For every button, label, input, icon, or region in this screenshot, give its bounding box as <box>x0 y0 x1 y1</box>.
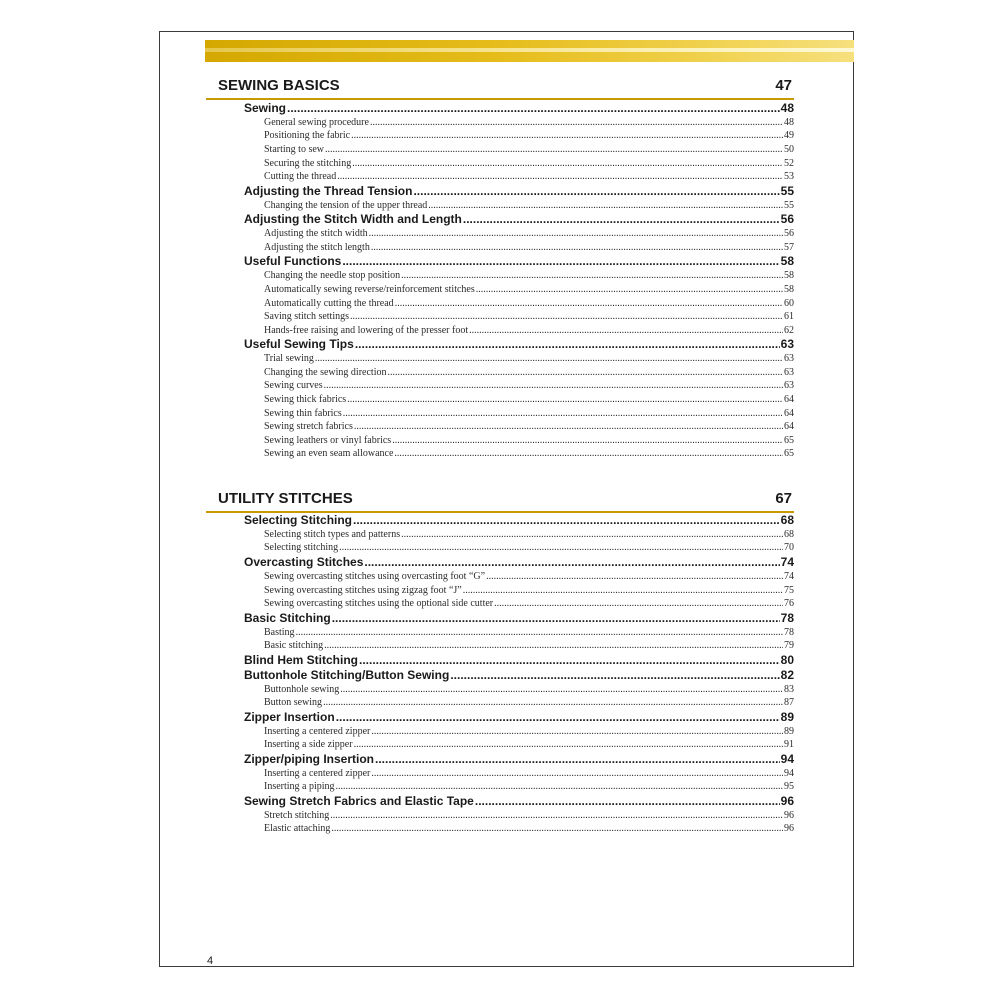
toc-entry-title: Blind Hem Stitching <box>244 652 358 667</box>
toc-subentry[interactable] <box>218 379 794 393</box>
toc-subentry[interactable] <box>218 683 794 697</box>
dot-leader <box>315 352 783 366</box>
toc-heading-entry[interactable] <box>218 555 794 570</box>
toc-entry-page-number: 96 <box>784 823 794 835</box>
toc-entry-title: General sewing procedure <box>264 116 369 128</box>
dot-leader <box>347 393 783 407</box>
toc-entry-title: Sewing overcasting stitches using overcasting foot “G” <box>264 570 486 582</box>
toc-entry-page-number: 68 <box>780 513 794 527</box>
dot-leader <box>342 254 779 269</box>
dot-leader <box>371 241 783 255</box>
toc-entry-title: Basic Stitching <box>244 610 331 625</box>
toc-entry-title: Securing the stitching <box>264 157 352 169</box>
toc-entry-page-number: 50 <box>784 144 794 156</box>
toc-entry-title: Overcasting Stitches <box>244 555 364 570</box>
dot-leader <box>450 668 779 683</box>
toc-entry-page-number: 63 <box>780 337 794 352</box>
toc-entry-title: Selecting Stitching <box>244 513 353 527</box>
toc-heading-entry[interactable] <box>218 668 794 683</box>
dot-leader <box>413 184 779 199</box>
toc-entry-page-number: 64 <box>784 407 794 419</box>
toc-heading-entry[interactable] <box>218 794 794 809</box>
toc-entry-page-number: 64 <box>784 421 794 433</box>
toc-entry-title: Sewing an even seam allowance <box>264 448 394 460</box>
dot-leader <box>371 725 783 739</box>
toc-entry-title: Adjusting the stitch width <box>264 228 368 240</box>
toc-entry-page-number: 63 <box>784 366 794 378</box>
dot-leader <box>331 822 783 836</box>
toc-subentry[interactable] <box>218 584 794 598</box>
toc-heading-entry[interactable] <box>218 752 794 767</box>
toc-entry-title: Cutting the thread <box>264 171 337 183</box>
toc-entry-title: Sewing stretch fabrics <box>264 421 353 433</box>
toc-entry-title: Starting to sew <box>264 144 324 156</box>
toc-subentry[interactable] <box>218 528 794 542</box>
toc-entry-title: Changing the needle stop position <box>264 270 401 282</box>
toc-heading-entry[interactable] <box>218 611 794 626</box>
toc-entry-page-number: 58 <box>784 283 794 295</box>
toc-entry-page-number: 75 <box>784 584 794 596</box>
dot-leader <box>463 212 780 227</box>
toc-entry-page-number: 65 <box>784 448 794 460</box>
toc-entry-title: Sewing overcasting stitches using zigzag foot “J” <box>264 584 462 596</box>
toc-subentry[interactable] <box>218 696 794 710</box>
toc-entry-title: Buttonhole Stitching/Button Sewing <box>244 667 450 682</box>
toc-entry-page-number: 94 <box>780 751 794 766</box>
toc-entry-page-number: 61 <box>784 311 794 323</box>
toc-entry-title: Adjusting the Stitch Width and Length <box>244 212 462 227</box>
toc-entry-page-number: 87 <box>784 697 794 709</box>
toc-entry-page-number: 58 <box>780 254 794 269</box>
toc-subentry[interactable] <box>218 420 794 434</box>
section-page-number: 67 <box>775 490 792 507</box>
toc-entry-page-number: 52 <box>784 157 794 169</box>
dot-leader <box>324 379 783 393</box>
toc-entry-title: Positioning the fabric <box>264 130 351 142</box>
dot-leader <box>375 752 780 767</box>
dot-leader <box>463 584 783 598</box>
toc-entry-title: Saving stitch settings <box>264 311 349 323</box>
toc-entry-title: Automatically cutting the thread <box>264 297 394 309</box>
toc-entry-page-number: 89 <box>784 725 794 737</box>
toc-entry-title: Zipper Insertion <box>244 709 335 724</box>
toc-entry-page-number: 82 <box>780 667 794 682</box>
toc-entry-title: Stretch stitching <box>264 809 330 821</box>
toc-subentry[interactable] <box>218 297 794 311</box>
dot-leader <box>475 794 780 809</box>
dot-leader <box>401 528 783 542</box>
toc-entry-title: Trial sewing <box>264 353 314 365</box>
toc-entry-page-number: 94 <box>784 767 794 779</box>
dot-leader <box>354 738 783 752</box>
toc-entry-page-number: 53 <box>784 171 794 183</box>
toc-subentry[interactable] <box>218 199 794 213</box>
toc-subentry[interactable] <box>218 283 794 297</box>
toc-entry-title: Inserting a piping <box>264 781 335 793</box>
toc-entry-title: Sewing thick fabrics <box>264 393 347 405</box>
section-title: SEWING BASICS <box>218 77 340 94</box>
toc-entry-page-number: 55 <box>780 183 794 198</box>
toc-heading-entry[interactable] <box>218 212 794 227</box>
dot-leader <box>486 570 783 584</box>
dot-leader <box>394 447 783 461</box>
toc-entry-page-number: 91 <box>784 739 794 751</box>
dot-leader <box>359 653 780 668</box>
dot-leader <box>353 513 780 528</box>
toc-heading-entry[interactable] <box>218 653 794 668</box>
toc-subentry[interactable] <box>218 738 794 752</box>
dot-leader <box>339 541 783 555</box>
header-accent-highlight <box>205 48 854 52</box>
toc-heading-entry[interactable] <box>218 337 794 352</box>
toc-entry-title: Basic stitching <box>264 640 324 652</box>
dot-leader <box>352 157 783 171</box>
toc-subentry[interactable] <box>218 434 794 448</box>
toc-entry-page-number: 65 <box>784 434 794 446</box>
dot-leader <box>324 639 783 653</box>
dot-leader <box>296 626 783 640</box>
toc-entry-page-number: 96 <box>780 793 794 808</box>
dot-leader <box>364 555 779 570</box>
toc-subentry[interactable] <box>218 447 794 461</box>
section-header <box>218 489 794 508</box>
toc-entry-page-number: 64 <box>784 393 794 405</box>
dot-leader <box>476 283 783 297</box>
toc-heading-entry[interactable] <box>218 710 794 725</box>
dot-leader <box>469 324 783 338</box>
toc-entry-page-number: 62 <box>784 324 794 336</box>
section-title: UTILITY STITCHES <box>218 490 353 507</box>
toc-subentry[interactable] <box>218 157 794 171</box>
toc-subentry[interactable] <box>218 227 794 241</box>
dot-leader <box>395 297 783 311</box>
dot-leader <box>336 780 783 794</box>
dot-leader <box>354 420 783 434</box>
toc-subentry[interactable] <box>218 570 794 584</box>
toc-subentry[interactable] <box>218 324 794 338</box>
dot-leader <box>428 199 783 213</box>
toc-entry-page-number: 68 <box>784 528 794 540</box>
toc-entry-page-number: 76 <box>784 598 794 610</box>
toc-entry-title: Inserting a side zipper <box>264 739 353 751</box>
toc-entry-page-number: 89 <box>780 709 794 724</box>
dot-leader <box>371 767 783 781</box>
toc-entry-title: Automatically sewing reverse/reinforcement stitches <box>264 283 475 295</box>
dot-leader <box>355 337 780 352</box>
dot-leader <box>370 116 783 130</box>
dot-leader <box>494 597 783 611</box>
toc-entry-page-number: 78 <box>784 626 794 638</box>
toc-entry-page-number: 48 <box>784 116 794 128</box>
toc-entry-title: Adjusting the stitch length <box>264 241 370 253</box>
toc-entry-page-number: 60 <box>784 297 794 309</box>
toc-entry-title: Basting <box>264 626 295 638</box>
header-accent-bar <box>205 40 854 62</box>
toc-entry-page-number: 57 <box>784 241 794 253</box>
section-header <box>218 76 794 95</box>
toc-entry-title: Adjusting the Thread Tension <box>244 183 413 198</box>
dot-leader <box>336 710 780 725</box>
dot-leader <box>401 269 783 283</box>
dot-leader <box>387 366 783 380</box>
toc-entry-title: Selecting stitch types and patterns <box>264 528 401 540</box>
toc-entry-title: Useful Sewing Tips <box>244 337 354 352</box>
toc-entry-title: Inserting a centered zipper <box>264 725 371 737</box>
toc-entry-title: Sewing leathers or vinyl fabrics <box>264 434 392 446</box>
toc-entry-page-number: 74 <box>780 555 794 570</box>
toc-entry-title: Selecting stitching <box>264 542 339 554</box>
section-rule <box>206 511 794 513</box>
toc-entry-page-number: 80 <box>780 652 794 667</box>
toc-subentry[interactable] <box>218 393 794 407</box>
toc-section-utility-stitches <box>218 489 794 836</box>
toc-entry-page-number: 63 <box>784 380 794 392</box>
dot-leader <box>325 143 783 157</box>
toc-heading-entry[interactable] <box>218 513 794 528</box>
dot-leader <box>392 434 783 448</box>
toc-section-sewing-basics <box>218 76 794 461</box>
toc-entry-title: Changing the tension of the upper thread <box>264 199 428 211</box>
toc-subentry[interactable] <box>218 725 794 739</box>
toc-entry-page-number: 83 <box>784 683 794 695</box>
dot-leader <box>350 310 783 324</box>
toc-entry-page-number: 96 <box>784 809 794 821</box>
dot-leader <box>332 611 780 626</box>
toc-entry-title: Sewing Stretch Fabrics and Elastic Tape <box>244 793 474 808</box>
toc-entry-title: Changing the sewing direction <box>264 366 387 378</box>
toc-entry-page-number: 63 <box>784 353 794 365</box>
toc-subentry[interactable] <box>218 269 794 283</box>
toc-entry-page-number: 70 <box>784 542 794 554</box>
toc-entry-page-number: 74 <box>784 570 794 582</box>
dot-leader <box>351 129 783 143</box>
toc-entry-page-number: 79 <box>784 640 794 652</box>
toc-entry-page-number: 55 <box>784 199 794 211</box>
toc-entry-title: Zipper/piping Insertion <box>244 751 374 766</box>
toc-entry-list <box>218 101 794 461</box>
toc-subentry[interactable] <box>218 129 794 143</box>
toc-subentry[interactable] <box>218 767 794 781</box>
section-page-number: 47 <box>775 77 792 94</box>
dot-leader <box>369 227 783 241</box>
toc-entry-title: Buttonhole sewing <box>264 683 340 695</box>
toc-heading-entry[interactable] <box>218 101 794 116</box>
toc-subentry[interactable] <box>218 809 794 823</box>
toc-entry-title: Inserting a centered zipper <box>264 767 371 779</box>
toc-entry-page-number: 49 <box>784 130 794 142</box>
toc-subentry[interactable] <box>218 780 794 794</box>
toc-entry-page-number: 48 <box>780 101 794 115</box>
page-number: 4 <box>207 955 214 967</box>
dot-leader <box>337 170 783 184</box>
toc-entry-title: Elastic attaching <box>264 823 331 835</box>
toc-entry-title: Useful Functions <box>244 254 342 269</box>
toc-subentry[interactable] <box>218 407 794 421</box>
toc-entry-title: Sewing <box>244 101 287 115</box>
toc-entry-page-number: 56 <box>784 228 794 240</box>
dot-leader <box>330 809 783 823</box>
toc-heading-entry[interactable] <box>218 184 794 199</box>
dot-leader <box>343 407 783 421</box>
toc-subentry[interactable] <box>218 541 794 555</box>
toc-entry-title: Button sewing <box>264 697 323 709</box>
dot-leader <box>340 683 783 697</box>
toc-entry-page-number: 56 <box>780 212 794 227</box>
section-rule <box>206 98 794 100</box>
toc-subentry[interactable] <box>218 170 794 184</box>
toc-subentry[interactable] <box>218 626 794 640</box>
dot-leader <box>287 101 780 116</box>
toc-entry-list <box>218 513 794 836</box>
toc-entry-page-number: 78 <box>780 610 794 625</box>
toc-entry-title: Sewing curves <box>264 380 323 392</box>
dot-leader <box>323 696 783 710</box>
toc-subentry[interactable] <box>218 116 794 130</box>
toc-entry-title: Sewing thin fabrics <box>264 407 342 419</box>
toc-subentry[interactable] <box>218 822 794 836</box>
toc-heading-entry[interactable] <box>218 254 794 269</box>
toc-subentry[interactable] <box>218 352 794 366</box>
toc-subentry[interactable] <box>218 143 794 157</box>
toc-subentry[interactable] <box>218 597 794 611</box>
toc-subentry[interactable] <box>218 310 794 324</box>
toc-entry-page-number: 95 <box>784 781 794 793</box>
toc-subentry[interactable] <box>218 241 794 255</box>
toc-entry-page-number: 58 <box>784 270 794 282</box>
toc-subentry[interactable] <box>218 366 794 380</box>
toc-subentry[interactable] <box>218 639 794 653</box>
toc-entry-title: Sewing overcasting stitches using the optional side cutter <box>264 598 494 610</box>
toc-entry-title: Hands-free raising and lowering of the presser foot <box>264 324 469 336</box>
